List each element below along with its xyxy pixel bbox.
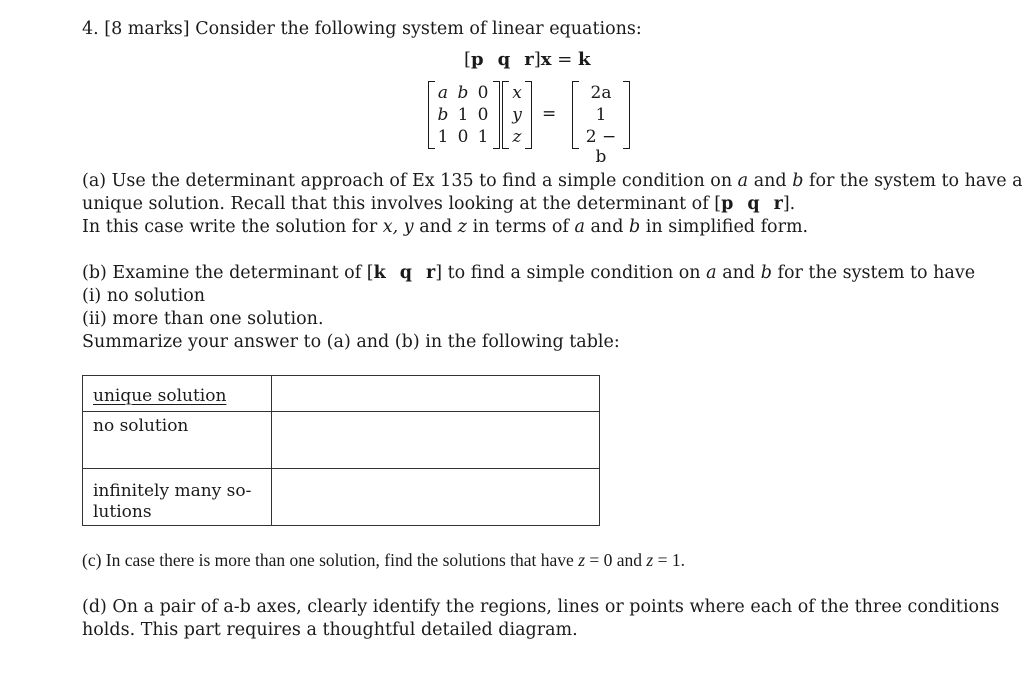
var-a: a <box>706 263 717 283</box>
label-text: lutions <box>93 502 152 522</box>
part-d-line-1: (d) On a pair of a-b axes, clearly identify the regions, lines or points where each of the three conditions <box>82 597 1000 617</box>
vector-r: r <box>524 49 534 70</box>
part-a-line-2 <box>82 193 795 215</box>
var-a: a <box>574 217 585 237</box>
var-z: z <box>646 550 654 570</box>
matrix-cell: 1 <box>437 127 449 147</box>
text: = 1. <box>657 550 685 570</box>
row-label-no-solution <box>83 412 272 469</box>
matrix-cell: b <box>457 83 469 103</box>
table-row <box>83 469 600 526</box>
var-b: b <box>792 171 804 191</box>
var-b: b <box>760 263 772 283</box>
vector-k: k <box>373 263 386 283</box>
part-c <box>82 549 685 571</box>
var-z: z <box>578 550 585 570</box>
question-intro: Consider the following system of linear equations: <box>195 19 642 39</box>
matrix-equals: = <box>542 104 557 124</box>
question-heading <box>82 18 642 40</box>
vector-k: k <box>578 49 591 70</box>
var-xy: x, y <box>382 217 414 237</box>
vector-q: q <box>747 194 760 214</box>
table-row <box>83 412 600 469</box>
right-bracket: ] <box>435 263 443 283</box>
matrix-cell: 0 <box>477 105 489 125</box>
vector-cell: y <box>512 105 522 125</box>
text: for the system to have a <box>808 171 1023 191</box>
vector-p: p <box>471 49 484 70</box>
rhs-cell: 1 <box>595 105 607 125</box>
vector-r: r <box>773 194 783 214</box>
label-text: unique solution <box>93 386 227 406</box>
answer-cell-unique[interactable] <box>272 376 600 412</box>
text: and <box>419 217 453 237</box>
text: for the system to have <box>777 263 976 283</box>
row-label-infinite <box>83 469 272 526</box>
part-b-i: (i) no solution <box>82 286 206 306</box>
row-label-unique <box>83 376 272 412</box>
vector-x: x <box>540 49 552 70</box>
summary-table <box>82 375 600 526</box>
answer-cell-no-solution[interactable] <box>272 412 600 469</box>
text: (c) In case there is more than one solution, find the solutions that have <box>82 550 574 570</box>
matrix-cell: a <box>437 83 449 103</box>
text: = 0 and <box>589 550 643 570</box>
matrix-cell: 1 <box>457 105 469 125</box>
text: . <box>789 194 796 214</box>
part-b-ii: (ii) more than one solution. <box>82 309 324 329</box>
text: and <box>722 263 756 283</box>
matrix-cell: 0 <box>457 127 469 147</box>
rhs-vector <box>572 81 630 167</box>
part-b-line-1 <box>82 262 975 284</box>
part-a-line-1 <box>82 170 1023 192</box>
text: (b) Examine the determinant of <box>82 263 362 283</box>
left-bracket: [ <box>714 194 722 214</box>
text: in simplified form. <box>645 217 809 237</box>
matrix-cell: 0 <box>477 83 489 103</box>
text: In this case write the solution for <box>82 217 378 237</box>
question-number: 4. <box>82 19 99 39</box>
left-bracket: [ <box>464 49 472 70</box>
var-z: z <box>457 217 467 237</box>
text: and <box>753 171 787 191</box>
var-a: a <box>737 171 749 191</box>
vector-p: p <box>721 194 734 214</box>
matrix-cell: 1 <box>477 127 489 147</box>
vector-q: q <box>497 49 511 70</box>
part-b-summary: Summarize your answer to (a) and (b) in the following table: <box>82 332 620 352</box>
part-d-line-2: holds. This part requires a thoughtful detailed diagram. <box>82 620 578 640</box>
vector-cell: z <box>512 127 522 147</box>
vector-cell: x <box>512 83 522 103</box>
right-bracket: ] <box>533 49 541 70</box>
right-bracket: ] <box>782 194 790 214</box>
variable-vector <box>502 81 532 149</box>
label-text: no solution <box>93 416 189 436</box>
table-row <box>83 376 600 412</box>
coefficient-matrix <box>428 81 500 149</box>
rhs-cell: 2a <box>590 83 612 103</box>
answer-cell-infinite[interactable] <box>272 469 600 526</box>
text: (a) Use the determinant approach of Ex 135 to find a simple condition on <box>82 171 733 191</box>
vector-q: q <box>399 263 412 283</box>
text: unique solution. Recall that this involves looking at the determinant of <box>82 194 709 214</box>
var-b: b <box>629 217 641 237</box>
equals-sign: = <box>557 49 573 70</box>
vector-equation <box>464 49 591 70</box>
vector-r: r <box>426 263 436 283</box>
left-bracket: [ <box>366 263 374 283</box>
text: to find a simple condition on <box>447 263 701 283</box>
rhs-cell: 2 − b <box>585 127 617 167</box>
part-a-line-3 <box>82 216 808 238</box>
question-marks: [8 marks] <box>104 19 190 39</box>
matrix-cell: b <box>437 105 449 125</box>
text: in terms of <box>472 217 569 237</box>
text: and <box>590 217 624 237</box>
label-text: infinitely many so- <box>93 481 252 501</box>
